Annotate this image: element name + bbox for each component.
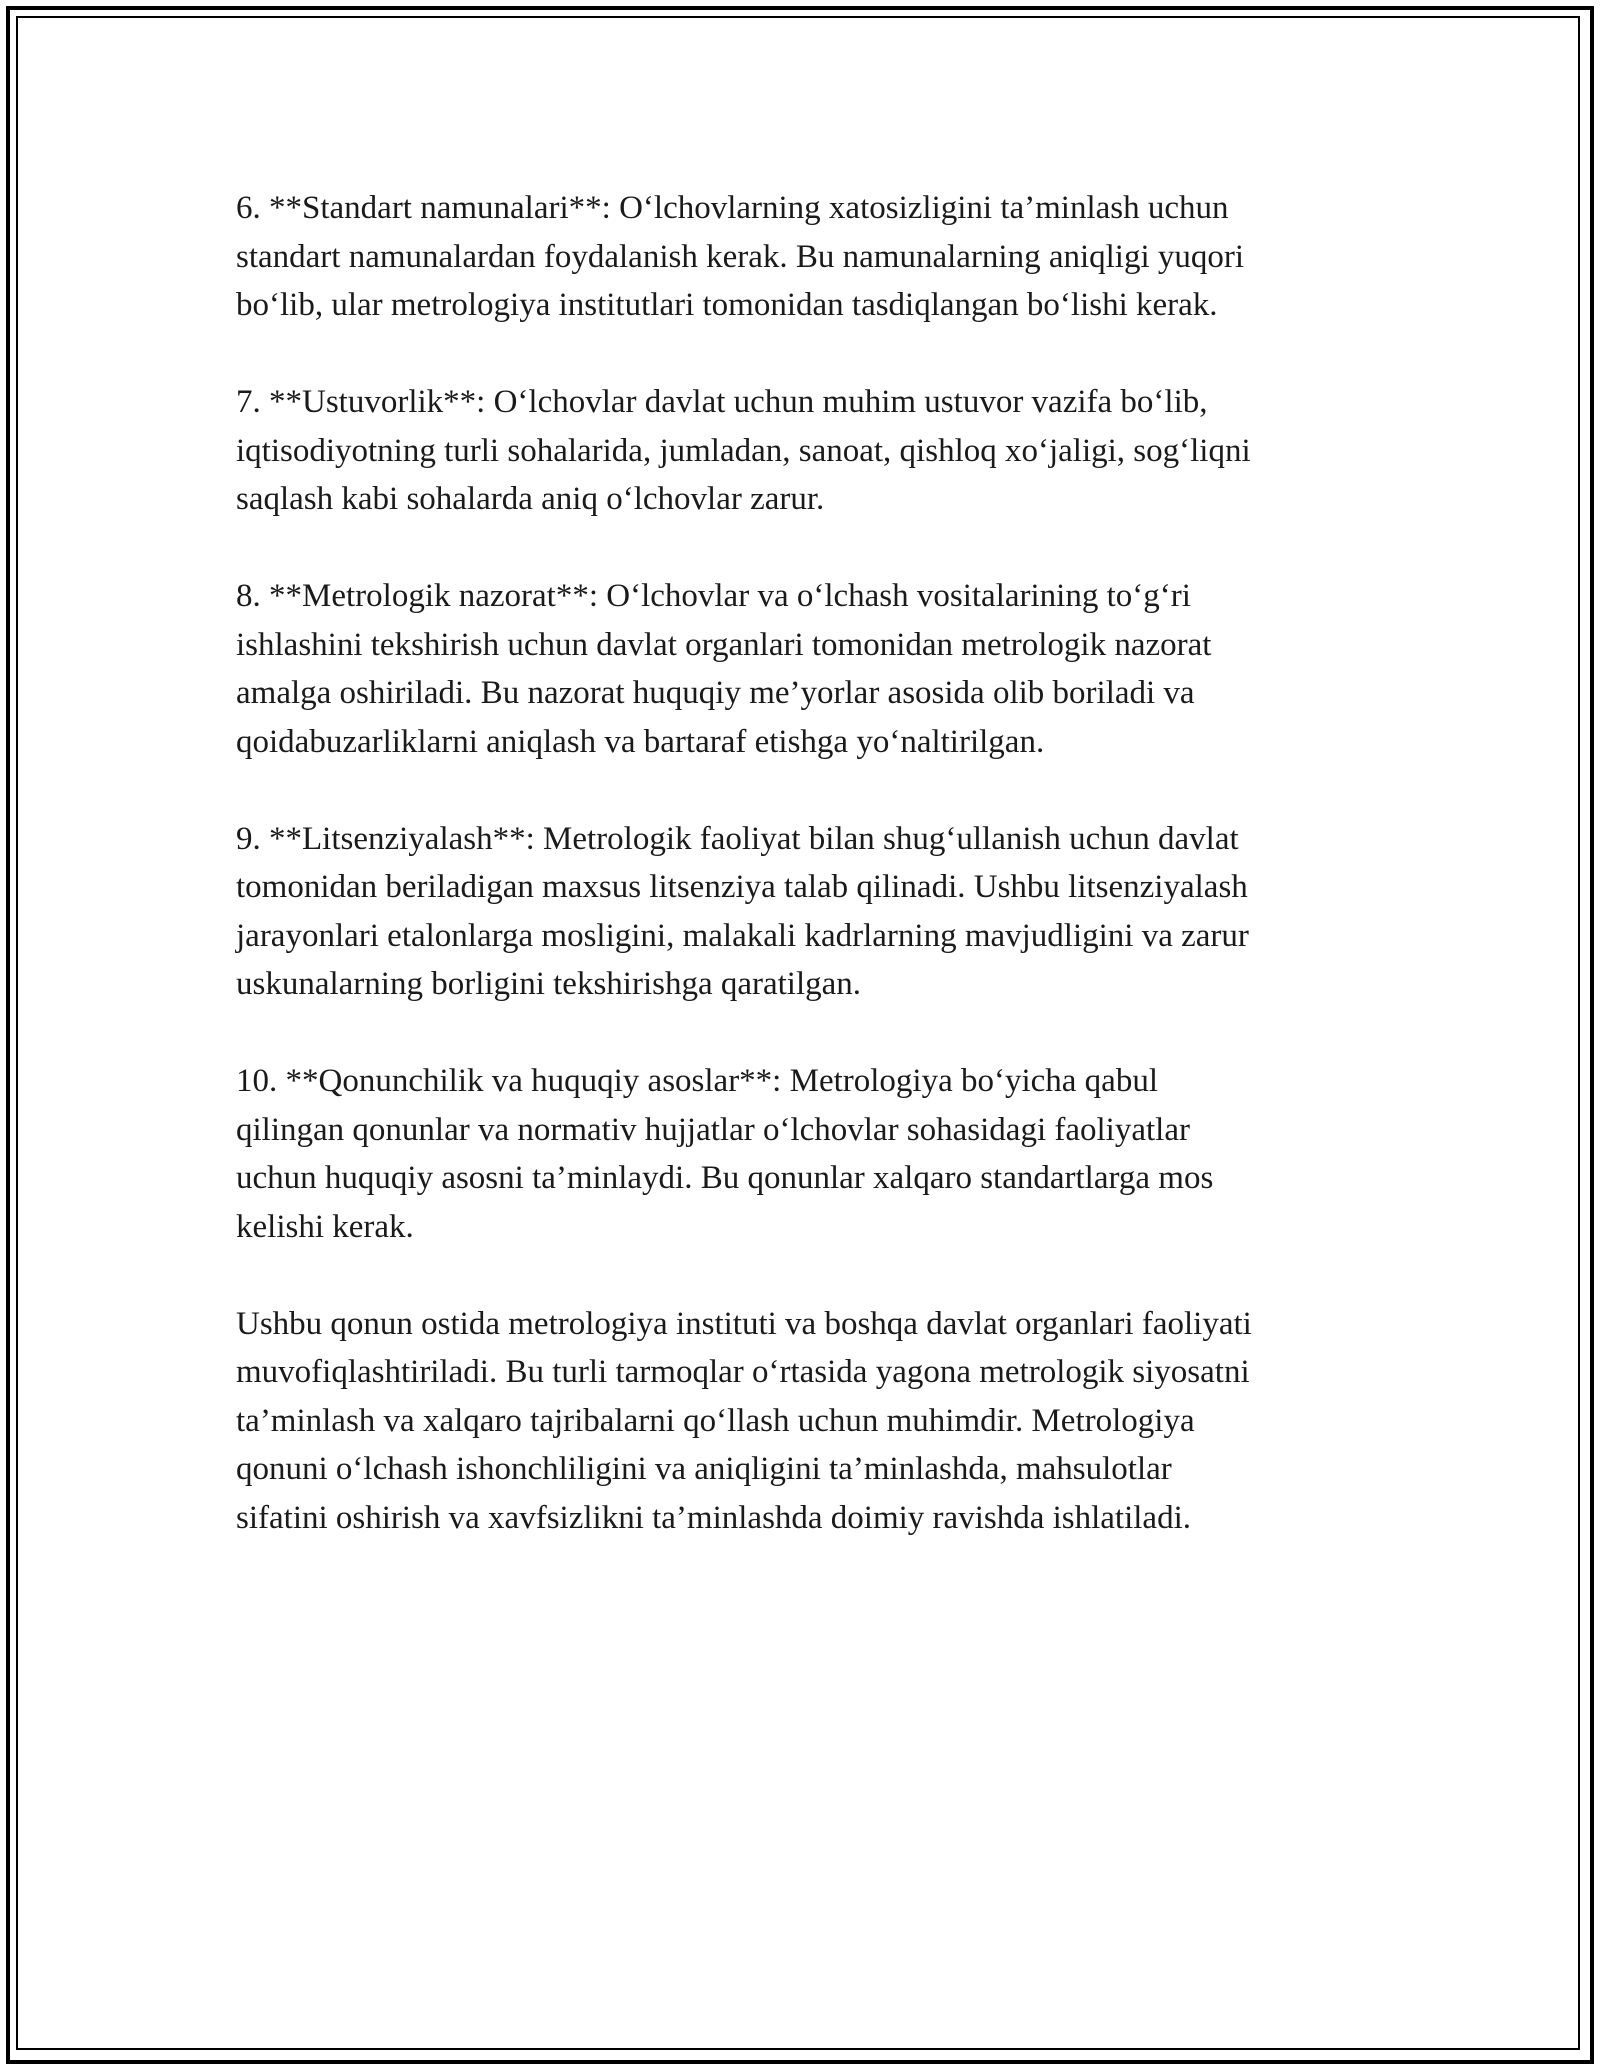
document-body xyxy=(236,184,1386,1591)
paragraph-metrological-control: 8. **Metrologik nazorat**: O‘lchovlar va o‘lchash vositalarining to‘g‘ri ishlashini tekshirish uchun davlat organlari tomonidan metrologik nazorat amalga oshiriladi. Bu nazorat huquqiy me’yorlar asosida olib boriladi va qoidabuzarliklarni aniqlash va bartaraf etishga yo‘naltirilgan. xyxy=(236,578,1212,760)
paragraph-priority: 7. **Ustuvorlik**: O‘lchovlar davlat uchun muhim ustuvor vazifa bo‘lib, iqtisodiyotning turli sohalarida, jumladan, sanoat, qishloq xo‘jaligi, sog‘liqni saqlash kabi sohalarda aniq o‘lchovlar zarur. xyxy=(236,384,1251,517)
paragraph-licensing: 9. **Litsenziyalash**: Metrologik faoliyat bilan shug‘ullanish uchun davlat tomonidan beriladigan maxsus litsenziya talab qilinadi. Ushbu litsenziyalash jarayonlari etalonlarga mosligini, malakali kadrlarning mavjudligini va zarur uskunalarning borligini tekshirishga qaratilgan. xyxy=(236,820,1249,1002)
paragraph-standard-samples: 6. **Standart namunalari**: O‘lchovlarning xatosizligini ta’minlash uchun standart namunalardan foydalanish kerak. Bu namunalarning aniqligi yuqori bo‘lib, ular metrologiya institutlari tomonidan tasdiqlangan bo‘lishi kerak. xyxy=(236,190,1245,323)
paragraph-conclusion: Ushbu qonun ostida metrologiya instituti va boshqa davlat organlari faoliyati muvofiqlashtiriladi. Bu turli tarmoqlar o‘rtasida yagona metrologik siyosatni ta’minlash va xalqaro tajribalarni qo‘llash uchun muhimdir. Metrologiya qonuni o‘lchash ishonchliligini va aniqligini ta’minlashda, mahsulotlar sifatini oshirish va xavfsizlikni ta’minlashda doimiy ravishda ishlatiladi. xyxy=(236,1305,1252,1536)
paragraph-legislation: 10. **Qonunchilik va huquqiy asoslar**: Metrologiya bo‘yicha qabul qilingan qonunlar va normativ hujjatlar o‘lchovlar sohasidagi faoliyatlar uchun huquqiy asosni ta’minlaydi. Bu qonunlar xalqaro standartlarga mos kelishi kerak. xyxy=(236,1063,1214,1245)
